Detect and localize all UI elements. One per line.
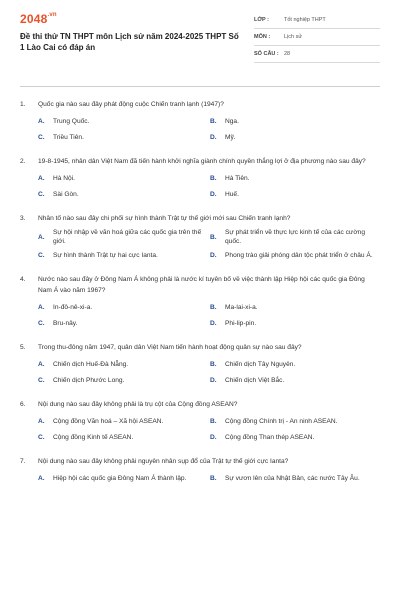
option-c[interactable] [38,187,210,201]
meta-value: Lịch sử [284,34,303,40]
meta-key: SỐ CÂU : [254,51,279,57]
option-letter: C. [38,319,45,327]
option-d[interactable] [210,248,382,262]
option-text: Chiến dịch Việt Bắc. [225,376,285,384]
option-a[interactable] [38,414,210,428]
option-text: Trung Quốc. [53,117,90,125]
option-b[interactable] [210,114,382,128]
option-text: Sự vươn lên của Nhật Bản, các nước Tây Âu. [225,474,360,482]
option-letter: B. [210,233,217,241]
option-a[interactable] [38,114,210,128]
option-letter: D. [210,376,217,384]
option-letter: C. [38,251,45,259]
logo-suffix: .vn [47,12,57,18]
option-c[interactable] [38,248,210,262]
option-text: Chiến dịch Tây Nguyên. [225,360,296,368]
question-2 [20,156,380,201]
option-letter: A. [38,233,45,241]
option-letter: D. [210,433,217,441]
question-number: 1. [20,101,26,108]
meta-row-subject [254,29,380,46]
option-letter: D. [210,133,217,141]
option-text: Cộng đồng Than thép ASEAN. [225,433,315,441]
question-number: 3. [20,215,26,222]
option-text: Sự hội nhập về văn hoá giữa các quốc gia trên thế giới. [53,229,202,245]
question-text: Trong thu-đông năm 1947, quân dân Việt Nam tiến hành hoạt động quân sự nào sau đây? [38,344,302,351]
option-letter: A. [38,474,45,482]
option-text: Bru-nây. [53,319,78,327]
question-7 [20,456,380,485]
option-letter: C. [38,376,45,384]
option-letter: B. [210,417,217,425]
option-letter: D. [210,319,217,327]
question-text: Nhân tố nào sau đây chi phối sự hình thành Trật tự thế giới mới sau Chiến tranh lạnh? [38,215,291,222]
question-text: 19-8-1945, nhân dân Việt Nam đã tiến hành khởi nghĩa giành chính quyền thắng lợi ở địa phương nào sau đây? [38,158,366,165]
option-letter: B. [210,474,217,482]
option-d[interactable] [210,130,382,144]
option-text: Sự hình thành Trật tự hai cực Ianta. [53,251,158,259]
option-b[interactable] [210,357,382,371]
question-1 [20,99,380,144]
meta-key: LỚP : [254,17,269,23]
meta-key: MÔN : [254,34,271,40]
option-d[interactable] [210,430,382,444]
option-text: Sự phát triển về thực lực kinh tế của các cường quốc. [225,229,365,245]
answer-options [38,171,380,201]
option-c[interactable] [38,130,210,144]
option-letter: C. [38,190,45,198]
option-text: Mỹ. [225,133,236,141]
option-c[interactable] [38,430,210,444]
option-text: Ma-lai-xi-a. [225,303,258,311]
option-c[interactable] [38,373,210,387]
page-header [0,0,400,78]
option-text: Huế. [225,190,239,198]
option-text: Hà Nội. [53,174,75,182]
option-b[interactable] [210,414,382,428]
answer-options [38,414,380,444]
question-number: 7. [20,458,26,465]
option-letter: C. [38,133,45,141]
option-text: Cộng đồng Kinh tế ASEAN. [53,433,134,441]
question-6 [20,399,380,444]
option-text: Chiến dịch Phước Long. [53,376,125,384]
option-d[interactable] [210,187,382,201]
question-number: 6. [20,401,26,408]
option-d[interactable] [210,373,382,387]
question-number: 2. [20,158,26,165]
question-text: Nội dung nào sau đây không phải nguyên nhân sụp đổ của Trật tự thế giới cực Ianta? [38,458,289,465]
option-text: Cộng đồng Văn hoá – Xã hội ASEAN. [53,417,164,425]
option-text: Hà Tiên. [225,174,250,182]
option-a[interactable] [38,471,210,485]
answer-options [38,114,380,144]
option-text: Chiến dịch Huế-Đà Nẵng. [53,360,129,368]
option-letter: B. [210,360,217,368]
question-number: 4. [20,276,26,283]
option-a[interactable] [38,228,210,246]
meta-row-class [254,12,380,29]
option-a[interactable] [38,357,210,371]
option-text: Hiệp hội các quốc gia Đông Nam Á thành lập. [53,474,187,482]
option-text: Phong trào giải phóng dân tộc phát triển ở châu Á. [225,251,373,259]
answer-options [38,228,380,262]
meta-value: Tốt nghiệp THPT [284,17,326,23]
option-letter: A. [38,417,45,425]
option-letter: D. [210,251,217,259]
option-c[interactable] [38,316,210,330]
option-letter: A. [38,360,45,368]
meta-row-count [254,46,380,63]
answer-options [38,471,380,485]
option-a[interactable] [38,300,210,314]
option-text: Triều Tiên. [53,133,84,141]
question-text: Quốc gia nào sau đây phát động cuộc Chiến tranh lạnh (1947)? [38,101,224,108]
option-d[interactable] [210,316,382,330]
question-5 [20,342,380,387]
option-letter: A. [38,117,45,125]
question-text: Nội dung nào sau đây không phải là trụ cột của Cộng đồng ASEAN? [38,401,238,408]
question-list [0,87,400,485]
option-b[interactable] [210,300,382,314]
answer-options [38,357,380,387]
meta-value: 28 [284,51,291,57]
question-text: Nước nào sau đây ở Đông Nam Á không phải là nước kí tuyên bố về việc thành lập Hiệp hội các quốc gia Đông Nam Á vào năm 1967? [38,276,365,294]
option-text: Phi-lip-pin. [225,319,257,327]
option-letter: D. [210,190,217,198]
option-letter: B. [210,117,217,125]
exam-meta [254,12,380,63]
option-b[interactable] [210,228,382,246]
option-text: Nga. [225,117,239,125]
question-number: 5. [20,344,26,351]
logo-main: 2048 [20,12,48,26]
option-a[interactable] [38,171,210,185]
option-text: Sài Gòn. [53,190,79,198]
option-letter: B. [210,303,217,311]
question-4 [20,274,380,330]
option-text: In-đô-nê-xi-a. [53,303,93,311]
option-text: Cộng đồng Chính trị - An ninh ASEAN. [225,417,338,425]
question-3 [20,213,380,262]
document-title: Đề thi thử TN THPT môn Lịch sử năm 2024-2025 THPT Số 1 Lào Cai có đáp án [20,32,239,52]
answer-options [38,300,380,330]
option-letter: B. [210,174,217,182]
option-letter: C. [38,433,45,441]
option-letter: A. [38,174,45,182]
option-b[interactable] [210,171,382,185]
option-letter: A. [38,303,45,311]
option-b[interactable] [210,471,382,485]
